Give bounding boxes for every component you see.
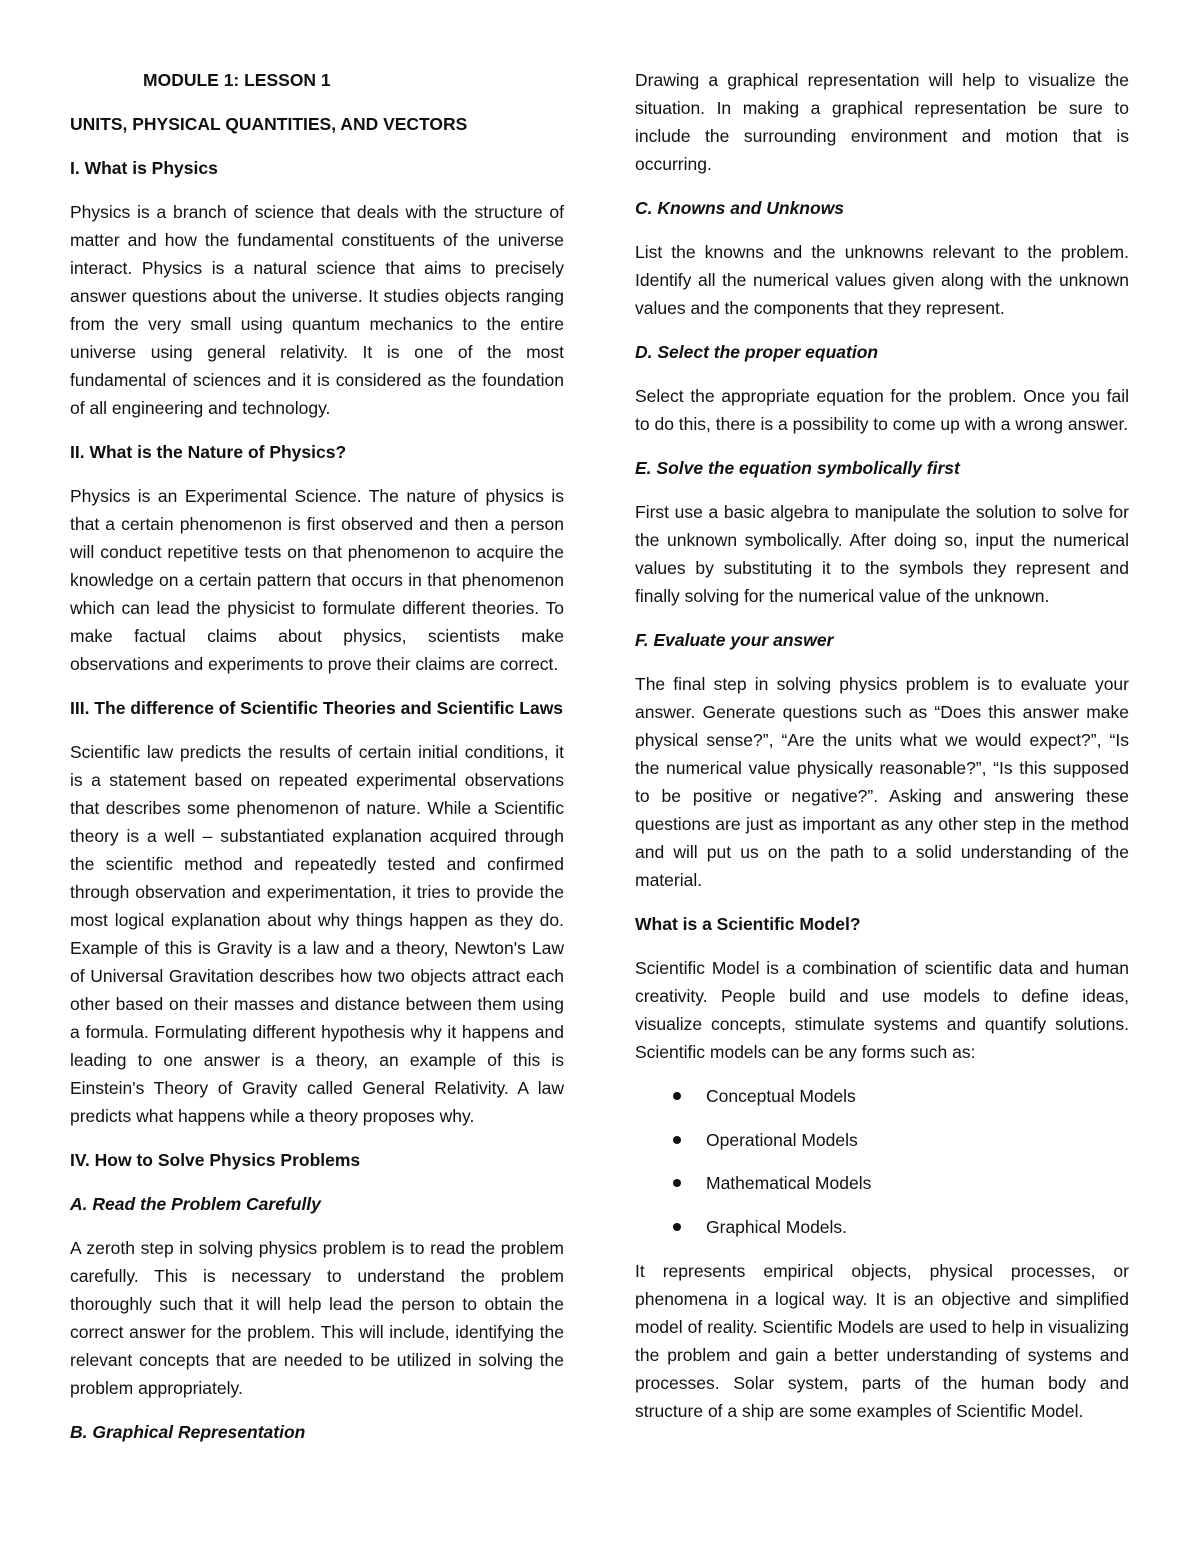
module-title: MODULE 1: LESSON 1 <box>143 70 331 90</box>
bullet-icon <box>673 1092 681 1100</box>
step-heading-knowns-unknowns: C. Knowns and Unknows <box>635 198 845 218</box>
step-body-select-equation: Select the appropriate equation for the problem. Once you fail to do this, there is a possibility to come up with a wrong answer. <box>635 386 1129 434</box>
section-body-scientific-model: Scientific Model is a combination of scientific data and human creativity. People build and use models to define ideas, visualize concepts, stimulate systems and quantify solutions. Scientific models can be any forms such as: <box>635 958 1129 1062</box>
section-body-nature-of-physics: Physics is an Experimental Science. The nature of physics is that a certain phenomenon is first observed and then a person will conduct repetitive tests on that phenomenon to acquire the knowledge on a certain pattern that occurs in that phenomenon which can lead the physicist to formulate different theories. To make factual claims about physics, scientists make observations and experiments to prove their claims are correct. <box>70 486 564 674</box>
step-heading-solve-symbolically: E. Solve the equation symbolically first <box>635 458 960 478</box>
bullet-icon <box>673 1136 681 1144</box>
section-heading-theories-and-laws: III. The difference of Scientific Theories and Scientific Laws <box>70 698 564 718</box>
left-column <box>70 66 564 1462</box>
section-heading-what-is-physics: I. What is Physics <box>70 158 218 178</box>
section-body-theories-and-laws: Scientific law predicts the results of certain initial conditions, it is a statement based on repeated experimental observations that describes some phenomenon of nature. While a Scientific theory is a well – substantiated explanation acquired through the scientific method and repeatedly tested and confirmed through observation and experimentation, it tries to provide the most logical explanation about why things happen as they do. Example of this is Gravity is a law and a theory, Newton's Law of Universal Gravitation describes how two objects attract each other based on their masses and distance between them using a formula. Formulating different hypothesis why it happens and leading to one answer is a theory, an example of this is Einstein's Theory of Gravity called General Relativity. A law predicts what happens while a theory proposes why. <box>70 742 564 1126</box>
main-title: UNITS, PHYSICAL QUANTITIES, AND VECTORS <box>70 114 468 134</box>
step-heading-graphical-representation: B. Graphical Representation <box>70 1422 306 1442</box>
list-item-label: Conceptual Models <box>706 1086 856 1106</box>
list-item <box>635 1169 1129 1197</box>
list-item <box>635 1126 1129 1154</box>
step-body-evaluate-answer: The final step in solving physics problem is to evaluate your answer. Generate questions such as “Does this answer make physical sense?”, “Are the units what we would expect?”, “Is the numerical value physically reasonable?”, “Is this supposed to be positive or negative?”. Asking and answering these questions are just as important as any other step in the method and will put us on the path to a solid understanding of the material. <box>635 674 1129 890</box>
step-heading-select-equation: D. Select the proper equation <box>635 342 879 362</box>
section-heading-scientific-model: What is a Scientific Model? <box>635 914 861 934</box>
step-heading-read-problem: A. Read the Problem Carefully <box>70 1194 321 1214</box>
model-types-list <box>635 1082 1129 1241</box>
list-item-label: Operational Models <box>706 1129 858 1150</box>
right-column <box>635 66 1129 1441</box>
list-item-label: Graphical Models. <box>706 1216 848 1237</box>
bullet-icon <box>673 1179 681 1187</box>
section-heading-solve-problems: IV. How to Solve Physics Problems <box>70 1150 361 1170</box>
step-body-read-problem: A zeroth step in solving physics problem is to read the problem carefully. This is necessary to understand the problem thoroughly such that it will help lead the person to obtain the correct answer for the problem. This will include, identifying the relevant concepts that are needed to be utilized in solving the problem appropriately. <box>70 1238 564 1398</box>
list-item-label: Mathematical Models <box>706 1173 872 1193</box>
step-body-graphical-representation: Drawing a graphical representation will help to visualize the situation. In making a graphical representation be sure to include the surrounding environment and motion that is occurring. <box>635 70 1129 174</box>
step-body-knowns-unknowns: List the knowns and the unknowns relevant to the problem. Identify all the numerical values given along with the unknown values and the components that they represent. <box>635 242 1129 318</box>
section-closing-scientific-model: It represents empirical objects, physical processes, or phenomena in a logical way. It is an objective and simplified model of reality. Scientific Models are used to help in visualizing the problem and gain a better understanding of systems and processes. Solar system, parts of the human body and structure of a ship are some examples of Scientific Model. <box>635 1260 1129 1421</box>
step-heading-evaluate-answer: F. Evaluate your answer <box>635 630 834 650</box>
section-heading-nature-of-physics: II. What is the Nature of Physics? <box>70 442 347 462</box>
step-body-solve-symbolically: First use a basic algebra to manipulate the solution to solve for the unknown symbolically. After doing so, input the numerical values by substituting it to the symbols they represent and finally solving for the numerical value of the unknown. <box>635 502 1129 606</box>
list-item <box>635 1213 1129 1241</box>
bullet-icon <box>673 1223 681 1231</box>
section-body-what-is-physics: Physics is a branch of science that deals with the structure of matter and how the fundamental constituents of the universe interact. Physics is a natural science that aims to precisely answer questions about the universe. It studies objects ranging from the very small using quantum mechanics to the entire universe using general relativity. It is one of the most fundamental of sciences and it is considered as the foundation of all engineering and technology. <box>70 202 564 418</box>
list-item <box>635 1082 1129 1110</box>
